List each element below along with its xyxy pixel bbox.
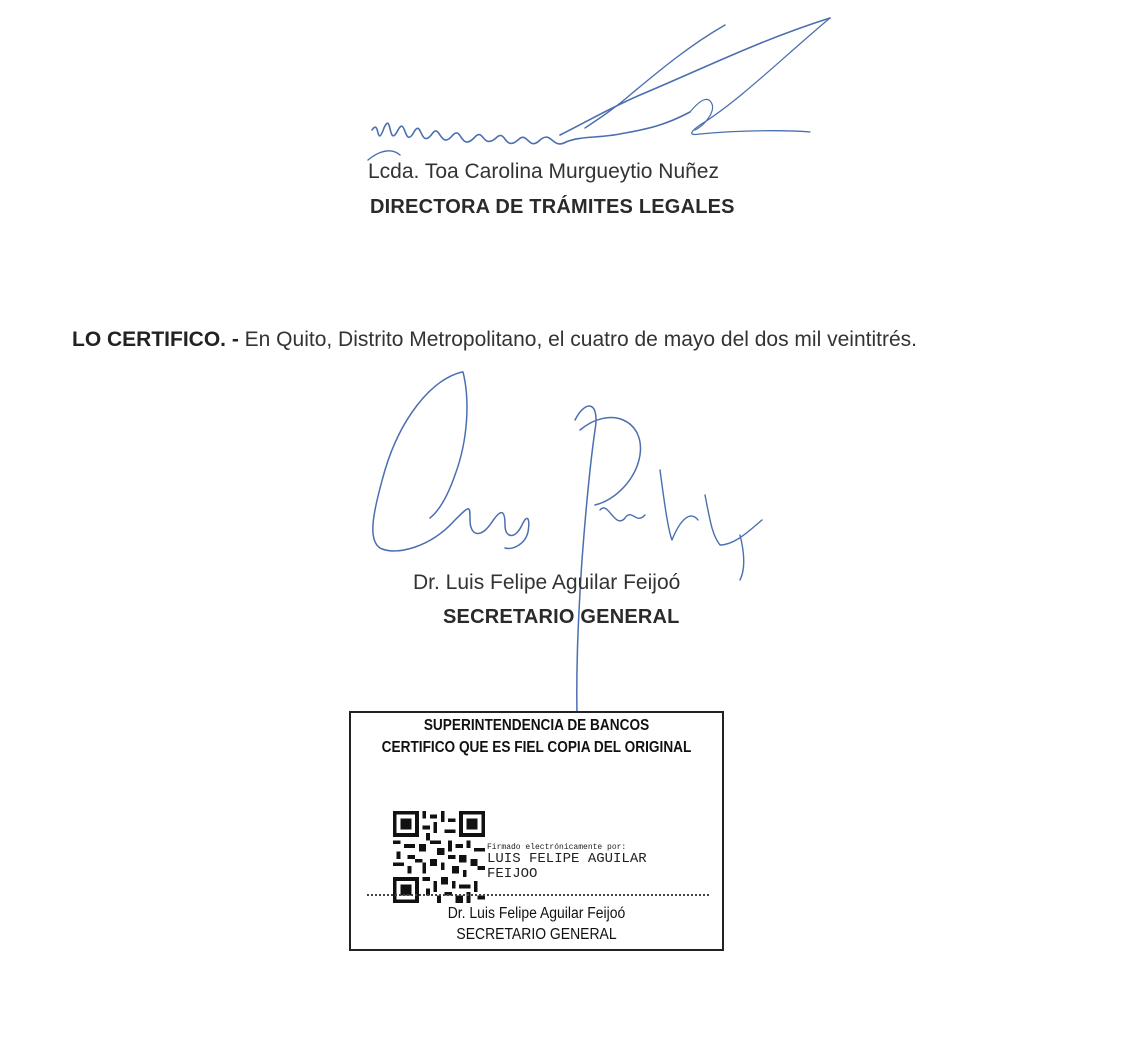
- esign-caption: Firmado electrónicamente por:: [487, 843, 627, 852]
- certification-lead: LO CERTIFICO. -: [72, 328, 239, 351]
- esign-name-line1: LUIS FELIPE AGUILAR: [487, 851, 647, 867]
- certification-stamp: [349, 711, 724, 951]
- stamp-institution: SUPERINTENDENCIA DE BANCOS: [423, 717, 650, 734]
- stamp-signer-title: SECRETARIO GENERAL: [456, 926, 617, 943]
- qr-code-icon: [393, 811, 485, 903]
- esign-name-line2: FEIJOO: [487, 866, 538, 882]
- signatory-one-name: Lcda. Toa Carolina Murgueytio Nuñez: [368, 160, 719, 183]
- certification-text: En Quito, Distrito Metropolitano, el cuatro de mayo del dos mil veintitrés.: [238, 328, 917, 351]
- signatory-two-title: SECRETARIO GENERAL: [443, 606, 680, 628]
- stamp-certification-line: CERTIFICO QUE ES FIEL COPIA DEL ORIGINAL: [381, 739, 692, 756]
- signature-dotted-line: [367, 894, 709, 896]
- signatory-one-title: DIRECTORA DE TRÁMITES LEGALES: [370, 196, 735, 218]
- signatory-two-name: Dr. Luis Felipe Aguilar Feijoó: [413, 571, 681, 594]
- stamp-signer-name: Dr. Luis Felipe Aguilar Feijoó: [447, 905, 626, 922]
